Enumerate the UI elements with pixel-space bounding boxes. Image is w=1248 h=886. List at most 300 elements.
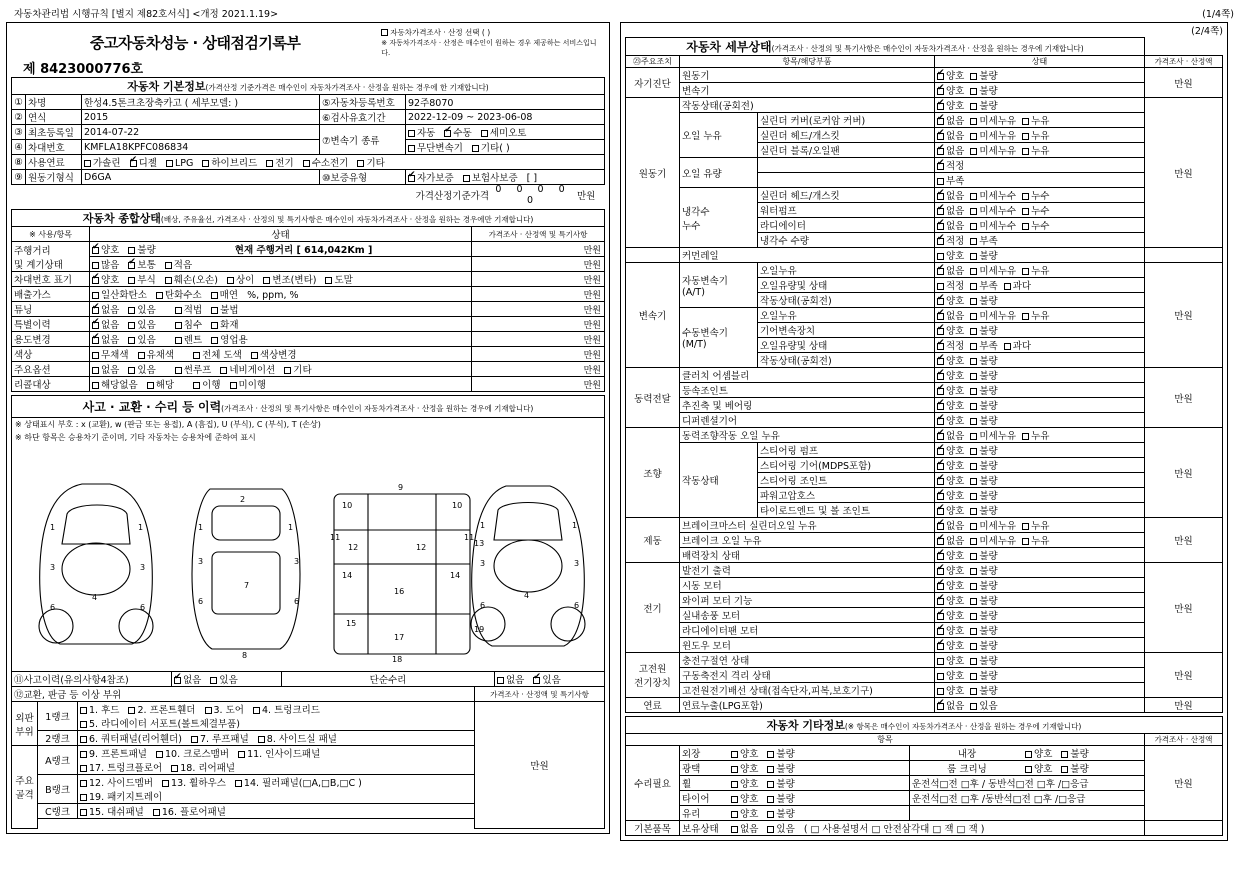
cb-trans-etc[interactable] xyxy=(472,145,479,152)
state-power-steer-leak[interactable]: ✔ 없음 미세누유 누유 xyxy=(935,428,1145,443)
cb-fuel-gasoline[interactable] xyxy=(84,160,91,167)
cb-special-none[interactable] xyxy=(92,322,99,329)
cb-wp-none[interactable] xyxy=(937,208,944,215)
cb-tr-good[interactable] xyxy=(937,508,944,515)
state-oil-amount-low[interactable]: 부족 xyxy=(935,173,1145,188)
state-differential[interactable]: ✔ 양호 불량 xyxy=(935,413,1145,428)
cb-ch-minor[interactable] xyxy=(970,193,977,200)
title-note: ※ 자동차가격조사 · 산정은 매수인이 원하는 경우 제공하는 서비스입니다. xyxy=(381,39,597,57)
cb-trans-diag-bad[interactable] xyxy=(970,88,977,95)
cb-idle-good[interactable] xyxy=(937,103,944,110)
cb-part-6[interactable] xyxy=(80,736,87,743)
outer-rank1-items[interactable]: 1. 후드 2. 프론트휀더 3. 도어 4. 트렁크리드 5. 라디에이터 서포트(볼트체결부품) xyxy=(78,702,475,731)
cb-head-leak[interactable] xyxy=(1022,133,1029,140)
cb-engine-diag-bad[interactable] xyxy=(970,73,977,80)
cb-wheel-good[interactable] xyxy=(731,781,738,788)
cb-color-achromatic[interactable] xyxy=(92,352,99,359)
cb-sj-good[interactable] xyxy=(937,478,944,485)
cb-recall-notdone[interactable] xyxy=(230,382,237,389)
cb-emission-smoke[interactable] xyxy=(211,292,218,299)
state-at-leak[interactable]: ✔ 없음 미세누유 누유 xyxy=(935,263,1145,278)
state-wiper-motor[interactable]: ✔ 양호 불량 xyxy=(935,593,1145,608)
cb-option-etc[interactable] xyxy=(284,367,291,374)
cb-basic-none[interactable] xyxy=(731,826,738,833)
cb-clean-bad[interactable] xyxy=(1061,766,1068,773)
row-coolant-amount: 냉각수 수량 xyxy=(758,233,935,248)
cb-block-minor[interactable] xyxy=(970,148,977,155)
cb-option-none[interactable] xyxy=(92,367,99,374)
value-engine-type: D6GA xyxy=(82,170,320,185)
cb-sg-good[interactable] xyxy=(937,463,944,470)
cb-mt-over[interactable] xyxy=(1004,343,1011,350)
detail-col-main: ㉓주요조치 xyxy=(626,56,680,68)
cb-tuning-none[interactable] xyxy=(92,307,99,314)
state-trans-diag[interactable]: ✔ 양호 불량 xyxy=(935,83,1145,98)
price-powertrain: 만원 xyxy=(1145,368,1223,428)
cb-idle-bad[interactable] xyxy=(970,103,977,110)
cb-special-yes[interactable] xyxy=(128,322,135,329)
cb-block-none[interactable] xyxy=(937,148,944,155)
state-steering-joint[interactable]: ✔ 양호 불량 xyxy=(935,473,1145,488)
cb-trans-diag-good[interactable] xyxy=(937,88,944,95)
overall-price-1: 만원 xyxy=(472,242,605,257)
state-blower-motor[interactable]: ✔ 양호 불량 xyxy=(935,608,1145,623)
cb-auto[interactable] xyxy=(408,130,415,137)
state-steering-pump[interactable]: ✔ 양호 불량 xyxy=(935,443,1145,458)
cb-rad-minor[interactable] xyxy=(970,223,977,230)
basic-info-table xyxy=(11,77,605,185)
detail-col-price: 가격조사 · 산정액 xyxy=(1145,56,1223,68)
frame-rankc-items[interactable]: 15. 대쉬패널 16. 플로어패널 xyxy=(78,804,475,819)
cb-cp-bad[interactable] xyxy=(970,658,977,665)
other-row-glass-right xyxy=(910,806,1145,821)
group-steering: 조향 xyxy=(626,428,680,518)
overall-emission-state[interactable]: 일산화탄소 탄화수소 매연 %, ppm, % xyxy=(90,287,472,302)
state-steering-gear[interactable]: ✔ 양호 불량 xyxy=(935,458,1145,473)
cb-at-minor[interactable] xyxy=(970,268,977,275)
row-at-leak: 오일누유 xyxy=(758,263,935,278)
cb-at-over[interactable] xyxy=(1004,283,1011,290)
document-number: 제 8423000776호 xyxy=(23,62,144,77)
cb-mileage-good[interactable] xyxy=(92,247,99,254)
cb-mtgear-bad[interactable] xyxy=(970,328,977,335)
row-blower-motor: 실내송풍 모터 xyxy=(680,608,935,623)
cb-alt-good[interactable] xyxy=(937,568,944,575)
cb-pol-good[interactable] xyxy=(731,766,738,773)
cb-wheel-bad[interactable] xyxy=(767,781,774,788)
cb-clutch-bad[interactable] xyxy=(970,373,977,380)
cb-part-14[interactable] xyxy=(235,780,242,787)
other-row-wheel-pos[interactable]: 운전석□전 □후 / 동반석□전 □후 /□응급 xyxy=(910,776,1145,791)
sub-coolant-leak: 냉각수 누수 xyxy=(680,188,758,248)
cb-bi-bad[interactable] xyxy=(970,673,977,680)
other-heading: 자동차 기타정보(※ 항목은 매수인이 자동차가격조사 · 산정을 원하는 경우에 기재합니다) xyxy=(626,717,1223,734)
cb-emission-co[interactable] xyxy=(92,292,99,299)
cb-sg-bad[interactable] xyxy=(970,463,977,470)
cb-recall-yes[interactable] xyxy=(147,382,154,389)
cb-diff-bad[interactable] xyxy=(970,418,977,425)
cb-bo-leak[interactable] xyxy=(1022,538,1029,545)
cb-mtidle-good[interactable] xyxy=(937,358,944,365)
document-title: 중고자동차성능 · 상태점검기록부 xyxy=(89,34,301,52)
state-charge-port[interactable]: 양호 불량 xyxy=(935,653,1145,668)
overall-tuning-state[interactable]: ✔ 없음 있음 적법 불법 xyxy=(90,302,472,317)
other-row-exterior[interactable]: 외장 양호 불량 xyxy=(680,746,910,761)
overall-recall-state[interactable]: 해당없음 해당 이행 미이행 xyxy=(90,377,472,392)
cb-at-none[interactable] xyxy=(937,268,944,275)
cb-bo-minor[interactable] xyxy=(970,538,977,545)
cb-pol-bad[interactable] xyxy=(767,766,774,773)
cb-mtidle-bad[interactable] xyxy=(970,358,977,365)
state-at-idle[interactable]: ✔ 양호 불량 xyxy=(935,293,1145,308)
row-mt-idle: 작동상태(공회전) xyxy=(758,353,935,368)
other-row-glass[interactable]: 유리 양호 불량 xyxy=(680,806,910,821)
other-row-tire[interactable]: 타이어 양호 불량 xyxy=(680,791,910,806)
simple-repair-state[interactable]: 없음 ✔ 있음 xyxy=(495,672,605,687)
state-master-cyl[interactable]: ✔ 없음 미세누유 누유 xyxy=(935,518,1145,533)
cb-usage-none[interactable] xyxy=(92,337,99,344)
state-common-rail[interactable]: 양호 불량 xyxy=(935,248,1145,263)
overall-label-color: 색상 xyxy=(12,347,90,362)
cb-part-11[interactable] xyxy=(238,751,245,758)
cb-diff-good[interactable] xyxy=(937,418,944,425)
frame-ranka-items[interactable]: 9. 프론트패널 10. 크로스맴버 11. 인사이드패널 17. 트렁크플로어 18. 리어패널 xyxy=(78,746,475,775)
state-starter[interactable]: ✔ 양호 불량 xyxy=(935,578,1145,593)
cb-start-bad[interactable] xyxy=(970,583,977,590)
warranty-options[interactable]: ✔ 자가보증 보험사보증 [ ] xyxy=(406,170,605,185)
cb-cvt[interactable] xyxy=(408,145,415,152)
state-mt-leak[interactable]: ✔ 없음 미세누유 누유 xyxy=(935,308,1145,323)
cb-bo-none[interactable] xyxy=(937,538,944,545)
cb-option-sunroof[interactable] xyxy=(175,367,182,374)
cb-ext-bad[interactable] xyxy=(767,751,774,758)
cb-special-fire[interactable] xyxy=(211,322,218,329)
cb-part-18[interactable] xyxy=(171,765,178,772)
cb-wp-leak[interactable] xyxy=(1022,208,1029,215)
other-row-polish[interactable]: 광택 양호 불량 xyxy=(680,761,910,776)
cb-mileage-many[interactable] xyxy=(92,262,99,269)
cb-clean-good[interactable] xyxy=(1025,766,1032,773)
cb-part-5[interactable] xyxy=(80,721,87,728)
cb-emission-hc[interactable] xyxy=(156,292,163,299)
cb-clutch-good[interactable] xyxy=(937,373,944,380)
cb-part-7[interactable] xyxy=(191,736,198,743)
cb-color-fullpaint[interactable] xyxy=(193,352,200,359)
other-row-tire-pos[interactable]: 운전석□전 □후 /동반석□전 □후 /□응급 xyxy=(910,791,1145,806)
state-rocker-cover[interactable]: ✔ 없음 미세누유 누유 xyxy=(935,113,1145,128)
cb-oilamt-ok[interactable] xyxy=(937,163,944,170)
cb-cv-bad[interactable] xyxy=(970,388,977,395)
cb-fuel-hydrogen[interactable] xyxy=(303,160,310,167)
cb-at-leak[interactable] xyxy=(1022,268,1029,275)
cb-psl-none[interactable] xyxy=(937,433,944,440)
cb-mc-none[interactable] xyxy=(937,523,944,530)
cb-part-16[interactable] xyxy=(153,809,160,816)
cb-sp-good[interactable] xyxy=(937,448,944,455)
cb-usage-business[interactable] xyxy=(211,337,218,344)
cb-wp-minor[interactable] xyxy=(970,208,977,215)
cb-part-19[interactable] xyxy=(80,794,87,801)
cb-vin-rust[interactable] xyxy=(128,277,135,284)
cb-int-good[interactable] xyxy=(1025,751,1032,758)
cb-psl-leak[interactable] xyxy=(1022,433,1029,440)
cb-glass-bad[interactable] xyxy=(767,811,774,818)
cb-mtgear-good[interactable] xyxy=(937,328,944,335)
cb-ph-bad[interactable] xyxy=(970,493,977,500)
outer-rank2-items[interactable]: 6. 쿼터패널(리어휀더) 7. 루프패널 8. 사이드실 패널 xyxy=(78,731,475,746)
state-radiator-fan[interactable]: ✔ 양호 불량 xyxy=(935,623,1145,638)
cb-blower-bad[interactable] xyxy=(970,613,977,620)
row-battery-isolation: 구동축전지 격리 상태 xyxy=(680,668,935,683)
detail-heading: 자동차 세부상태(가격조사 · 산정의 및 특기사항은 매수인이 자동차가격조사 · 산정을 원하는 경우에 기재합니다) xyxy=(626,38,1145,56)
cb-win-bad[interactable] xyxy=(970,643,977,650)
overall-label-usage: 용도변경 xyxy=(12,332,90,347)
cb-psl-minor[interactable] xyxy=(970,433,977,440)
cb-option-yes[interactable] xyxy=(128,367,135,374)
cb-start-good[interactable] xyxy=(937,583,944,590)
overall-mileage-state[interactable]: ✔양호 불량 현재 주행거리 [ 614,042Km ] xyxy=(90,242,472,257)
cb-part-8[interactable] xyxy=(258,736,265,743)
cb-ps-good[interactable] xyxy=(937,403,944,410)
cb-fuel-lpg[interactable] xyxy=(166,160,173,167)
cb-wiper-good[interactable] xyxy=(937,598,944,605)
state-oil-amount-ok[interactable]: ✔적정 xyxy=(935,158,1145,173)
cb-part-10[interactable] xyxy=(156,751,163,758)
svg-text:6: 6 xyxy=(198,597,204,606)
cb-fuel-hybrid[interactable] xyxy=(202,160,209,167)
state-booster[interactable]: ✔ 양호 불량 xyxy=(935,548,1145,563)
cb-ph-good[interactable] xyxy=(937,493,944,500)
overall-vin-state[interactable]: ✔ 양호 부식 훼손(오손) 상이 변조(변타) 도말 xyxy=(90,272,472,287)
state-water-pump[interactable]: ✔ 없음 미세누수 누수 xyxy=(935,203,1145,218)
cb-engine-diag-good[interactable] xyxy=(937,73,944,80)
cb-part-13[interactable] xyxy=(162,780,169,787)
cb-wiper-bad[interactable] xyxy=(970,598,977,605)
cb-head-minor[interactable] xyxy=(970,133,977,140)
state-coolant-amount[interactable]: ✔ 적정 부족 xyxy=(935,233,1145,248)
cb-oilamt-low[interactable] xyxy=(937,178,944,185)
cb-tuning-legal[interactable] xyxy=(175,307,182,314)
cb-at-low[interactable] xyxy=(970,283,977,290)
cb-blower-good[interactable] xyxy=(937,613,944,620)
cb-mileage-bad[interactable] xyxy=(128,247,135,254)
cb-hv-good[interactable] xyxy=(937,688,944,695)
cb-recall-na[interactable] xyxy=(92,382,99,389)
cb-manual[interactable] xyxy=(444,130,451,137)
cb-part-2[interactable] xyxy=(128,707,135,714)
cb-color-changed[interactable] xyxy=(251,352,258,359)
svg-text:3: 3 xyxy=(294,557,300,566)
cb-atidle-bad[interactable] xyxy=(970,298,977,305)
cb-mc-leak[interactable] xyxy=(1022,523,1029,530)
state-mt-amount[interactable]: ✔ 적정 부족 과다 xyxy=(935,338,1145,353)
cb-mt-minor[interactable] xyxy=(970,313,977,320)
state-engine-diag[interactable]: ✔ 양호 불량 xyxy=(935,68,1145,83)
cb-ca-low[interactable] xyxy=(970,238,977,245)
cb-win-good[interactable] xyxy=(937,643,944,650)
cb-vin-mod[interactable] xyxy=(263,277,270,284)
cb-accident-none[interactable] xyxy=(174,677,181,684)
accident-history-state[interactable]: ✔ 없음 있음 xyxy=(172,672,282,687)
price-base-value: 0 0 0 0 0 xyxy=(495,184,571,206)
cb-fan-bad[interactable] xyxy=(970,628,977,635)
cb-basic-yes[interactable] xyxy=(767,826,774,833)
cb-part-4[interactable] xyxy=(253,707,260,714)
row-oil-amount-b xyxy=(758,173,935,188)
cb-sp-bad[interactable] xyxy=(970,448,977,455)
cb-mt-low[interactable] xyxy=(970,343,977,350)
cb-mc-minor[interactable] xyxy=(970,523,977,530)
cb-sj-bad[interactable] xyxy=(970,478,977,485)
cb-ps-bad[interactable] xyxy=(970,403,977,410)
basic-items-state[interactable]: 보유상태 없음 있음 ( □ 사용설명서 □ 안전삼각대 □ 잭 □ 잭 ) xyxy=(680,821,1145,836)
transmission-options-1[interactable]: 자동 ✔ 수동 세미오토 xyxy=(406,125,605,140)
overall-mileage-level[interactable]: 많음 ✔ 보통 적음 xyxy=(90,257,472,272)
cb-rad-none[interactable] xyxy=(937,223,944,230)
cb-tire-good[interactable] xyxy=(731,796,738,803)
state-at-amount[interactable]: 적정 부족 과다 xyxy=(935,278,1145,293)
cb-booster-bad[interactable] xyxy=(970,553,977,560)
row-mt-amount: 오일유량및 상태 xyxy=(758,338,935,353)
cb-glass-good[interactable] xyxy=(731,811,738,818)
cb-semiauto[interactable] xyxy=(481,130,488,137)
cb-rocker-minor[interactable] xyxy=(970,118,977,125)
cb-atidle-good[interactable] xyxy=(937,298,944,305)
cb-cp-good[interactable] xyxy=(937,658,944,665)
cb-mt-leak[interactable] xyxy=(1022,313,1029,320)
cb-part-9[interactable] xyxy=(80,751,87,758)
cb-recall-done[interactable] xyxy=(193,382,200,389)
cb-vin-diff[interactable] xyxy=(227,277,234,284)
group-self-diagnosis: 자기진단 xyxy=(626,68,680,98)
cb-fuel-etc[interactable] xyxy=(357,160,364,167)
cb-part-1[interactable] xyxy=(80,707,87,714)
cb-usage-rent[interactable] xyxy=(175,337,182,344)
cb-accident-yes[interactable] xyxy=(210,677,217,684)
svg-text:4: 4 xyxy=(524,591,530,600)
cb-tuning-yes[interactable] xyxy=(128,307,135,314)
state-power-hose[interactable]: ✔ 양호 불량 xyxy=(935,488,1145,503)
price-engine: 만원 xyxy=(1145,98,1223,248)
cb-mt-ok[interactable] xyxy=(937,343,944,350)
state-cv-joint[interactable]: ✔ 양호 불량 xyxy=(935,383,1145,398)
state-tierod-balljoint[interactable]: ✔ 양호 불량 xyxy=(935,503,1145,518)
state-mt-gear[interactable]: ✔ 양호 불량 xyxy=(935,323,1145,338)
state-mt-idle[interactable]: ✔ 양호 불량 xyxy=(935,353,1145,368)
cb-ca-ok[interactable] xyxy=(937,238,944,245)
parts-table xyxy=(11,686,605,829)
cb-simple-yes[interactable] xyxy=(533,677,540,684)
svg-text:11: 11 xyxy=(330,533,341,542)
cb-block-leak[interactable] xyxy=(1022,148,1029,155)
cb-vin-damage[interactable] xyxy=(165,277,172,284)
cb-part-17[interactable] xyxy=(80,765,87,772)
transmission-options-2[interactable]: 무단변속기 기타( ) xyxy=(406,140,605,155)
cb-tr-bad[interactable] xyxy=(970,508,977,515)
cb-fl-none[interactable] xyxy=(937,703,944,710)
cb-vin-good[interactable] xyxy=(92,277,99,284)
state-fuel-leak[interactable]: ✔ 없음 있음 xyxy=(935,698,1145,713)
cb-vin-erase[interactable] xyxy=(325,277,332,284)
state-engine-idle[interactable]: ✔ 양호 불량 xyxy=(935,98,1145,113)
cb-rocker-leak[interactable] xyxy=(1022,118,1029,125)
cb-cv-good[interactable] xyxy=(937,388,944,395)
cb-at-ok[interactable] xyxy=(937,283,944,290)
cb-ch-leak[interactable] xyxy=(1022,193,1029,200)
cb-tire-bad[interactable] xyxy=(767,796,774,803)
state-head-gasket[interactable]: ✔ 없음 미세누유 누유 xyxy=(935,128,1145,143)
cb-cr-good[interactable] xyxy=(937,253,944,260)
state-alternator[interactable]: ✔ 양호 불량 xyxy=(935,563,1145,578)
state-propeller-shaft[interactable]: ✔ 양호 불량 xyxy=(935,398,1145,413)
state-hv-wiring[interactable]: 양호 불량 xyxy=(935,683,1145,698)
cb-mileage-normal[interactable] xyxy=(128,262,135,269)
cb-hv-bad[interactable] xyxy=(970,688,977,695)
cb-fuel-electric[interactable] xyxy=(266,160,273,167)
cb-part-3[interactable] xyxy=(205,707,212,714)
cb-head-none[interactable] xyxy=(937,133,944,140)
cb-ch-none[interactable] xyxy=(937,193,944,200)
cb-mt-none[interactable] xyxy=(937,313,944,320)
cb-part-12[interactable] xyxy=(80,780,87,787)
cb-ext-good[interactable] xyxy=(731,751,738,758)
cb-rocker-none[interactable] xyxy=(937,118,944,125)
frame-rankb-items[interactable]: 12. 사이드멤버 13. 휠하우스 14. 필러패널(□A,□B,□C ) 19. 패키지트레이 xyxy=(78,775,475,804)
fuel-options[interactable]: 가솔린 ✔ 디젤 LPG 하이브리드 전기 수소전기 기타 xyxy=(82,155,605,170)
other-row-interior[interactable]: 내장 양호 불량 xyxy=(910,746,1145,761)
cb-bi-good[interactable] xyxy=(937,673,944,680)
state-window-motor[interactable]: ✔ 양호 불량 xyxy=(935,638,1145,653)
state-radiator[interactable]: ✔ 없음 미세누수 누수 xyxy=(935,218,1145,233)
cb-option-nav[interactable] xyxy=(220,367,227,374)
cb-rad-leak[interactable] xyxy=(1022,223,1029,230)
svg-text:3: 3 xyxy=(140,563,146,572)
svg-text:6: 6 xyxy=(50,603,56,612)
cb-mileage-few[interactable] xyxy=(165,262,172,269)
row-mt-leak: 오일누유 xyxy=(758,308,935,323)
cb-fuel-diesel[interactable] xyxy=(130,160,137,167)
cb-int-bad[interactable] xyxy=(1061,751,1068,758)
state-block-oilpan[interactable]: ✔ 없음 미세누유 누유 xyxy=(935,143,1145,158)
cb-usage-yes[interactable] xyxy=(128,337,135,344)
cb-alt-bad[interactable] xyxy=(970,568,977,575)
cb-warranty-self[interactable] xyxy=(408,175,415,182)
other-row-wheel[interactable]: 휠 양호 불량 xyxy=(680,776,910,791)
state-coolant-head[interactable]: ✔ 없음 미세누수 누수 xyxy=(935,188,1145,203)
state-battery-isolation[interactable]: 양호 불량 xyxy=(935,668,1145,683)
other-row-cleaning[interactable]: 룸 크리닝 양호 불량 xyxy=(910,761,1145,776)
cb-part-15[interactable] xyxy=(80,809,87,816)
overall-usage-state[interactable]: ✔ 없음 있음 렌트 영업용 xyxy=(90,332,472,347)
cb-simple-none[interactable] xyxy=(497,677,504,684)
cb-cr-bad[interactable] xyxy=(970,253,977,260)
overall-color-state[interactable]: 무채색 유채색 전체 도색 색상변경 xyxy=(90,347,472,362)
cb-booster-good[interactable] xyxy=(937,553,944,560)
cb-special-flood[interactable] xyxy=(175,322,182,329)
cb-tuning-illegal[interactable] xyxy=(211,307,218,314)
cb-fan-good[interactable] xyxy=(937,628,944,635)
state-brake-oil[interactable]: ✔ 없음 미세누유 누유 xyxy=(935,533,1145,548)
row-propeller-shaft: 추진축 및 베어링 xyxy=(680,398,935,413)
overall-special-state[interactable]: ✔ 없음 있음 침수 화재 xyxy=(90,317,472,332)
cb-warranty-insurance[interactable] xyxy=(463,175,470,182)
state-clutch[interactable]: ✔ 양호 불량 xyxy=(935,368,1145,383)
cb-color-chromatic[interactable] xyxy=(138,352,145,359)
price-survey-checkbox[interactable] xyxy=(381,29,388,36)
page-number-right: (2/4쪽) xyxy=(1191,26,1223,37)
cb-fl-yes[interactable] xyxy=(970,703,977,710)
overall-options-state[interactable]: 없음 있음 썬루프 네비게이션 기타 xyxy=(90,362,472,377)
